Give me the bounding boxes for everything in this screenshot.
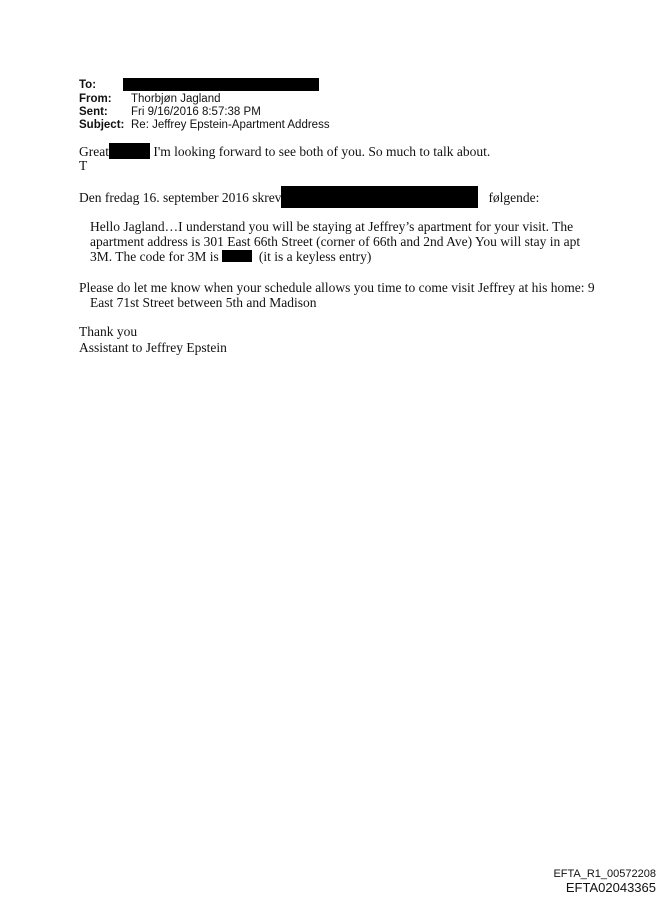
sent-value: Fri 9/16/2016 8:57:38 PM [131, 106, 261, 118]
reply-signature: T [79, 158, 88, 173]
subject-label: Subject: [79, 119, 125, 131]
signoff-assistant: Assistant to Jeffrey Epstein [79, 340, 227, 355]
quote-intro-end: følgende: [488, 190, 540, 205]
quoted-keyless-text: (it is a keyless entry) [258, 249, 372, 264]
header-from-row [79, 92, 221, 106]
quoted-p1-line-3 [90, 249, 371, 265]
header-sent-row [79, 105, 261, 119]
header-subject-row [79, 118, 330, 132]
footer-id-small: EFTA_R1_00572208 [553, 868, 656, 880]
quoted-p1-line-2: apartment address is 301 East 66th Street (corner of 66th and 2nd Ave) You will stay in apt [90, 234, 581, 249]
subject-value: Re: Jeffrey Epstein-Apartment Address [131, 119, 330, 131]
quoted-p2-line-2: East 71st Street between 5th and Madison [90, 295, 317, 310]
redaction-to-recipient [123, 78, 319, 91]
reply-message: I'm looking forward to see both of you. So much to talk about. [153, 144, 491, 159]
to-label: To: [79, 79, 97, 91]
from-label: From: [79, 93, 112, 105]
quote-intro-line [79, 186, 539, 208]
redaction-quote-sender [281, 186, 478, 208]
sent-label: Sent: [79, 106, 108, 118]
reply-greeting: Great [79, 144, 109, 159]
quote-intro-start: Den fredag 16. september 2016 skrev [79, 190, 282, 205]
quoted-p1-line-1: Hello Jagland…I understand you will be staying at Jeffrey’s apartment for your visit. The [90, 219, 574, 234]
quoted-p2-line-1: Please do let me know when your schedule allows you time to come visit Jeffrey at his home: 9 [79, 280, 595, 295]
reply-line-1 [79, 143, 490, 160]
quoted-code-text: 3M. The code for 3M is [90, 249, 219, 264]
redaction-door-code [222, 250, 252, 262]
signoff-thanks: Thank you [79, 324, 138, 339]
footer-id-large: EFTA02043365 [565, 880, 656, 895]
redaction-reply-name [109, 143, 150, 159]
from-value: Thorbjøn Jagland [131, 93, 221, 105]
